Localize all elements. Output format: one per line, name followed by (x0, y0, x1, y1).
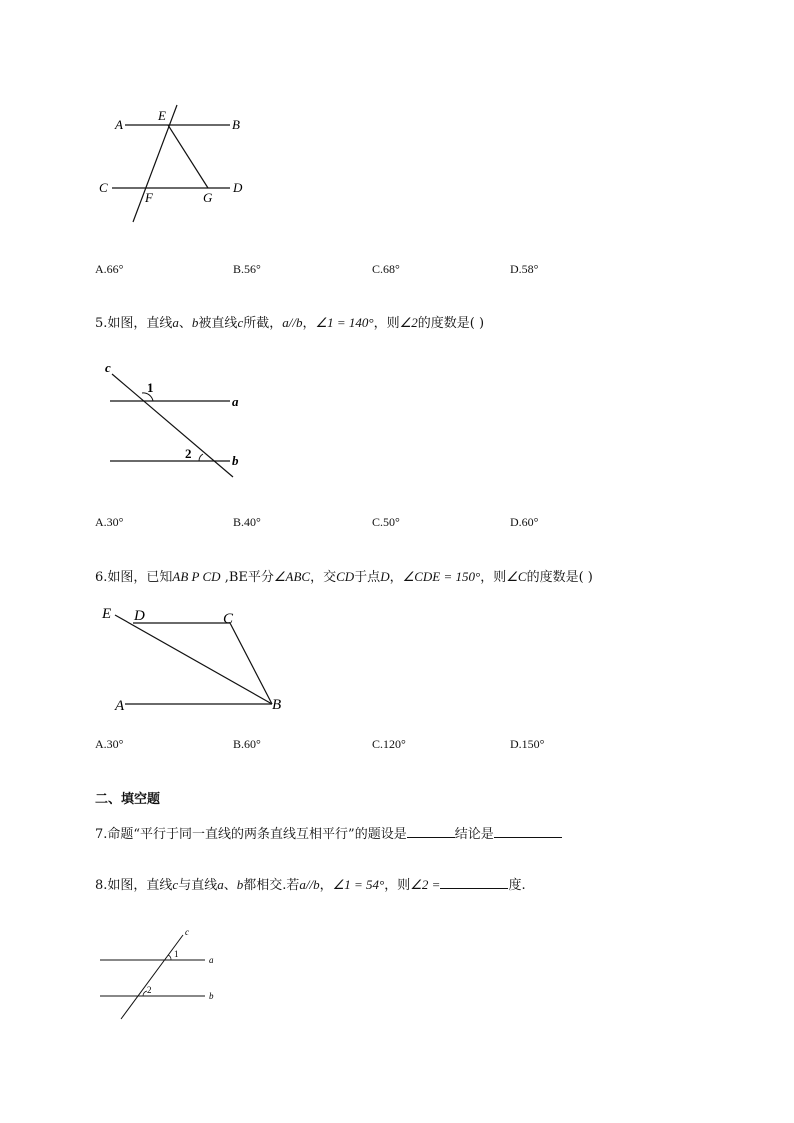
answer-blank-conclusion[interactable] (494, 825, 562, 838)
q6-option-d: D.150° (510, 737, 545, 751)
q4-option-b: B.56° (233, 262, 261, 276)
label-A: A (115, 698, 125, 714)
q6-option-c: C.120° (372, 737, 406, 751)
label-a: a (209, 955, 214, 965)
q6-option-b: B.60° (233, 737, 261, 751)
label-1: 1 (147, 380, 154, 395)
q5-option-a: A.30° (95, 515, 124, 529)
q6-option-a: A.30° (95, 737, 124, 751)
label-2: 2 (185, 446, 192, 461)
label-F: F (145, 190, 153, 205)
q4-option-c: C.68° (372, 262, 400, 276)
q4-option-a: A.66° (95, 262, 124, 276)
label-E: E (102, 606, 112, 622)
q5-option-d: D.60° (510, 515, 539, 529)
question-5: 5.如图，直线a、b被直线c所截，a//b，∠1 = 140°，则∠2的度数是( ) (95, 315, 485, 331)
label-G: G (203, 190, 213, 205)
label-1: 1 (174, 949, 179, 959)
question-6: 6.如图，已知AB P CD ,BE平分∠ABC，交CD于点D，∠CDE = 150°，则∠C的度数是( ) (95, 569, 593, 585)
answer-blank-hypothesis[interactable] (407, 825, 455, 838)
label-C: C (223, 611, 234, 627)
label-2: 2 (147, 985, 152, 995)
label-c: c (185, 927, 189, 937)
question-7: 7.命题“平行于同一直线的两条直线互相平行”的题设是 结论是 (95, 823, 562, 842)
label-b: b (232, 453, 239, 468)
question-8: 8.如图，直线c与直线a、b都相交.若a//b，∠1 = 54°，则∠2 = 度. (95, 877, 526, 893)
q5-option-c: C.50° (372, 515, 400, 529)
q5-option-b: B.40° (233, 515, 261, 529)
label-D: D (233, 180, 243, 195)
label-b: b (209, 991, 214, 1001)
figure-q6-trapezoid (95, 598, 295, 718)
answer-blank-angle2[interactable] (440, 876, 508, 889)
section-fill-in-title: 二、填空题 (95, 792, 161, 807)
label-C: C (99, 180, 108, 195)
label-E: E (158, 108, 166, 123)
q4-option-d: D.58° (510, 262, 539, 276)
label-c: c (105, 360, 111, 375)
figure-q8-transversal (95, 925, 235, 1025)
figure-q5-transversal (95, 358, 265, 488)
label-A: A (115, 117, 123, 132)
label-D: D (134, 608, 145, 624)
figure-parallel-triangle (95, 100, 265, 230)
label-a: a (232, 394, 239, 409)
label-B: B (232, 117, 240, 132)
label-B: B (272, 697, 282, 713)
